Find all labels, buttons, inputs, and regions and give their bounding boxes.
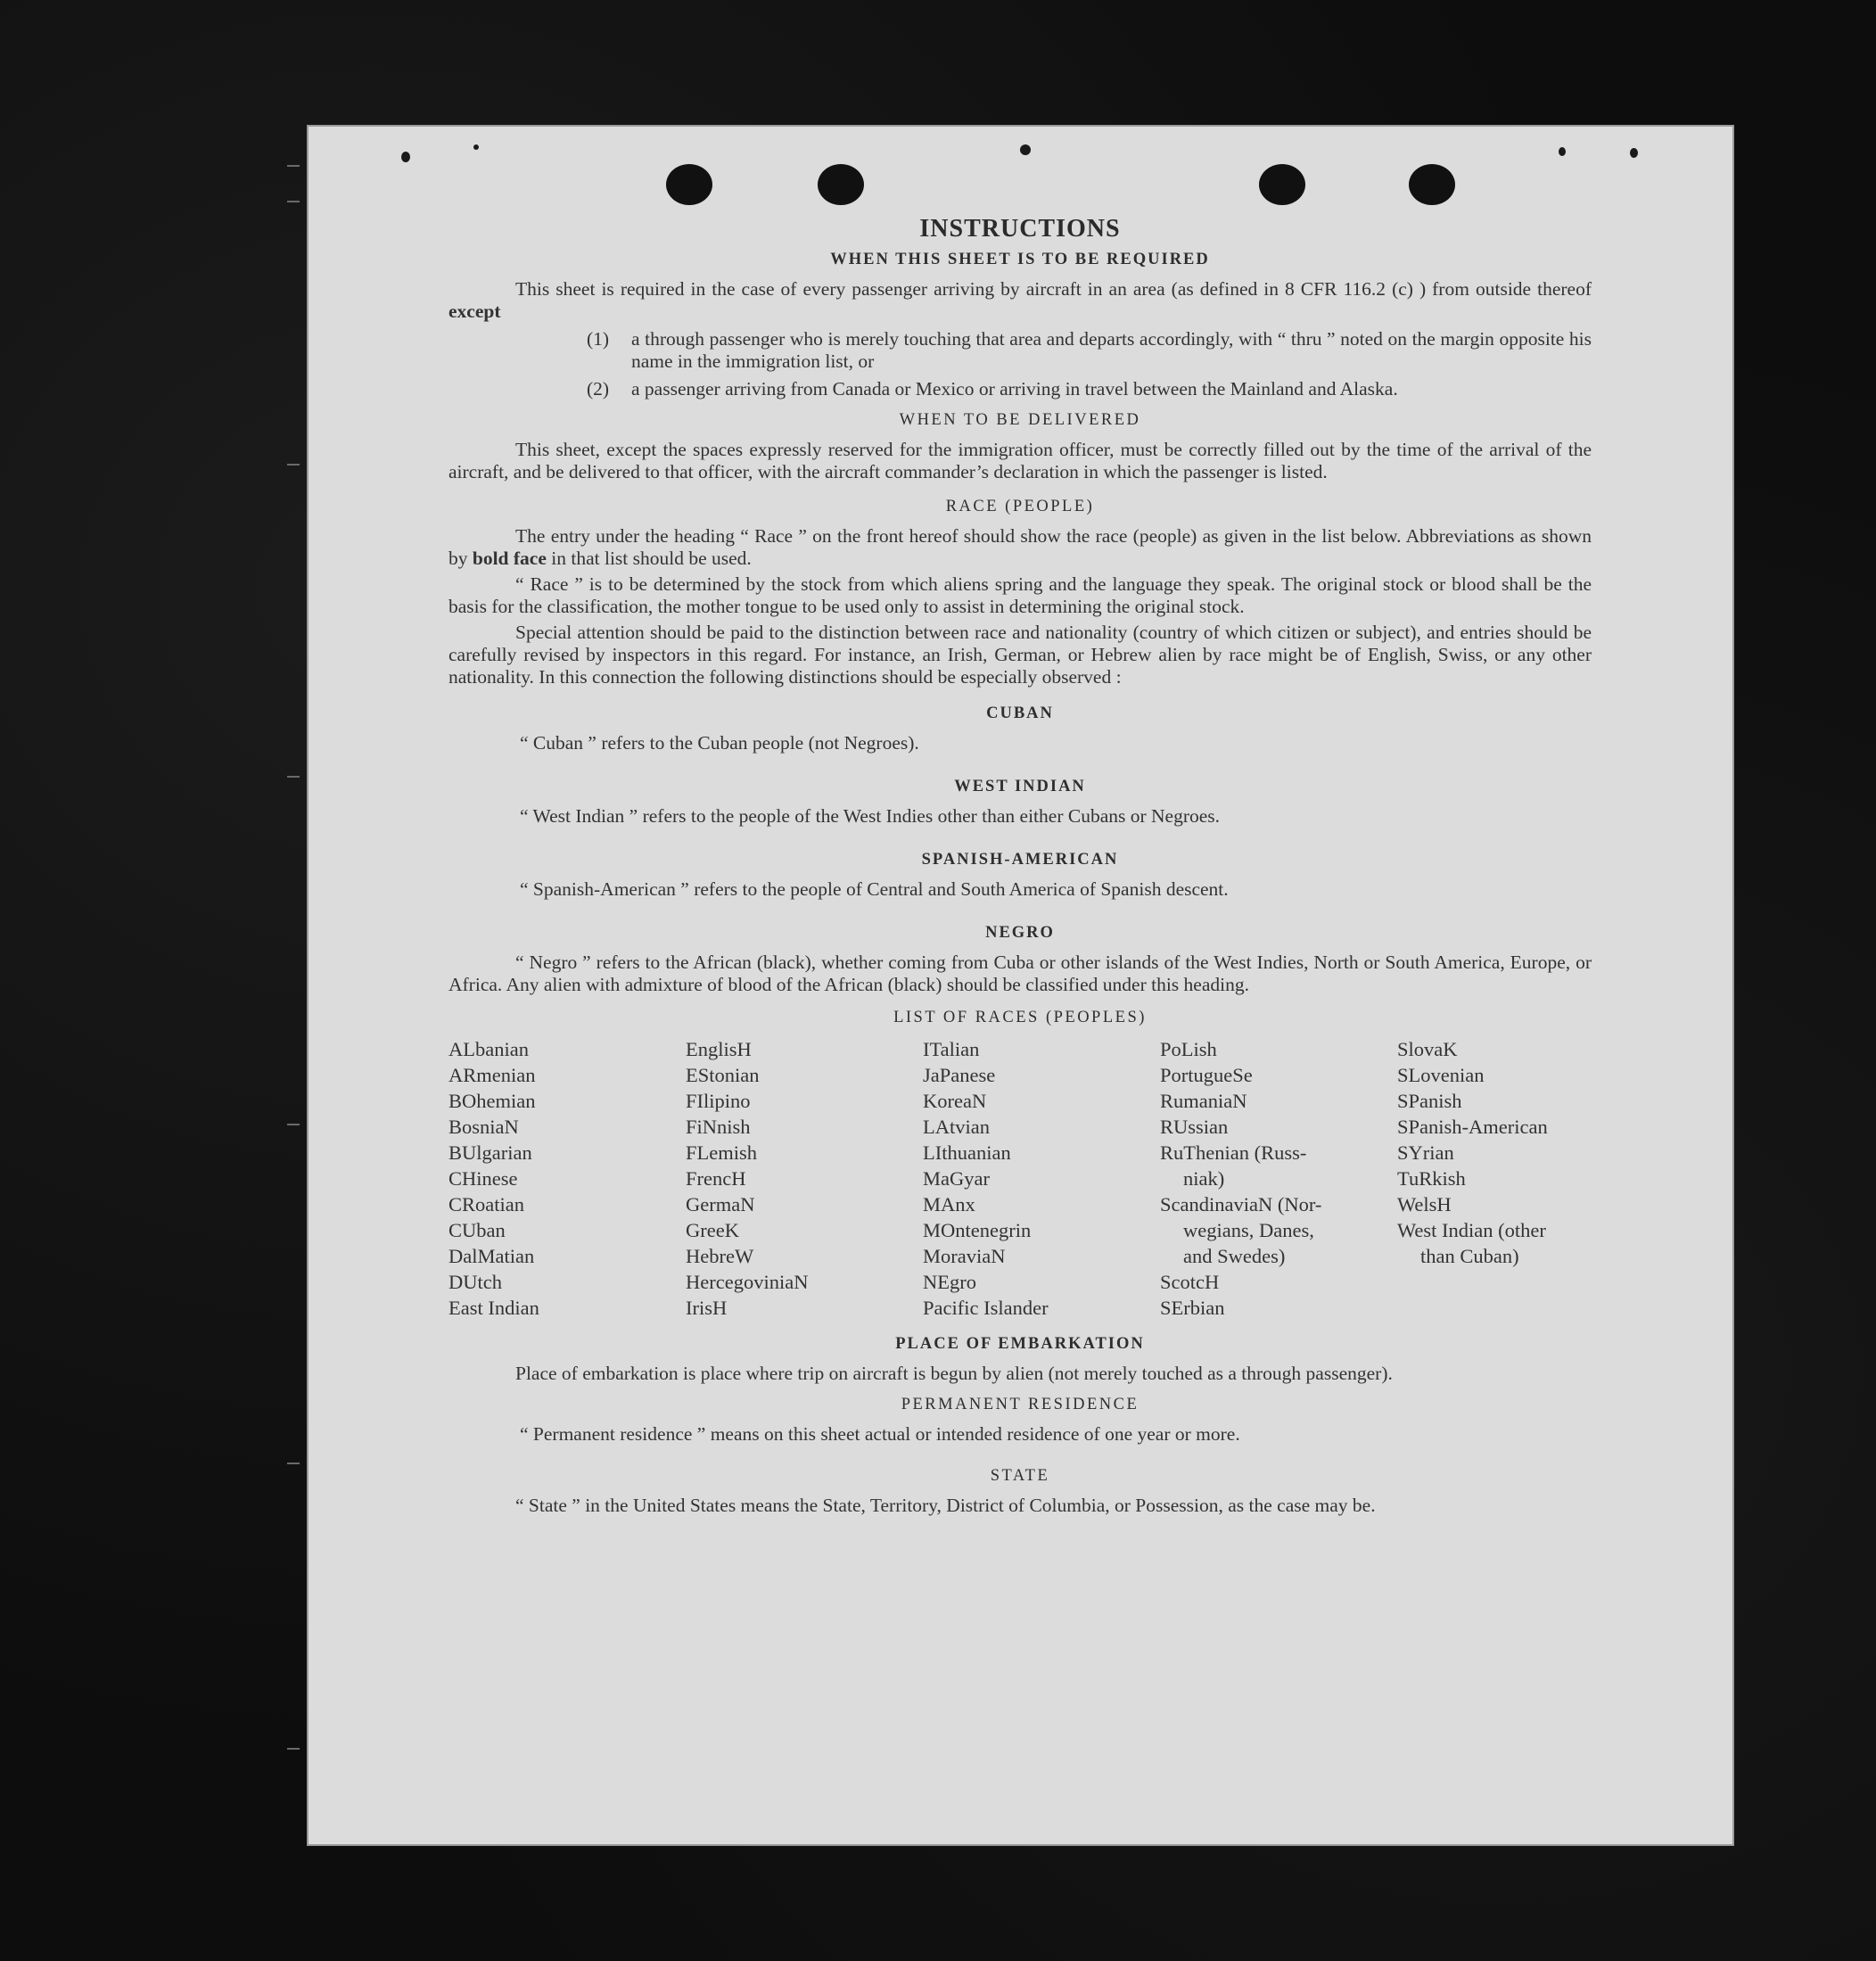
exception-item: [587, 328, 1592, 373]
speck: [473, 144, 479, 150]
west-indian-text: “ West Indian ” refers to the people of the West Indies other than either Cubans or Negroes.: [520, 805, 1221, 827]
punch-hole: [1259, 164, 1305, 205]
section-heading-negro: NEGRO: [985, 924, 1055, 942]
race-entry-continued: than Cuban): [1420, 1245, 1519, 1267]
instructions-content: [448, 215, 1592, 1517]
race-entry: FIlipino: [686, 1090, 751, 1112]
race-entry: DalMatian: [448, 1245, 535, 1267]
section-heading-race: RACE (PEOPLE): [945, 498, 1095, 515]
speck: [1020, 144, 1031, 155]
race-paragraph-3: Special attention should be paid to the distinction between race and nationality (country of which citizen or subject), and entries should be carefully revised by inspectors in this regard. For instance, an Irish, German, or Hebrew alien by race might be of English, Swiss, or any other nationality. In this connection the following distinctions should be especially observed :: [448, 622, 1592, 688]
races-column: [1397, 1036, 1592, 1321]
negro-text: “ Negro ” refers to the African (black), whether coming from Cuba or other islands of the West Indies, North or South America, Europe, or Africa. Any alien with admixture of blood of the African (black) should be classified under this heading.: [448, 952, 1592, 995]
edge-mark: [287, 776, 300, 778]
race-entry: East Indian: [448, 1297, 539, 1319]
race-entry: IrisH: [686, 1297, 728, 1319]
race-paragraph-2: “ Race ” is to be determined by the stock from which aliens spring and the language they speak. The original stock or blood shall be the basis for the classification, the mother tongue to be used only to assist in determining the original stock.: [448, 573, 1592, 617]
race-p1-bold: bold face: [472, 548, 547, 569]
state-text: “ State ” in the United States means the State, Territory, District of Columbia, or Possession, as the case may be.: [515, 1495, 1376, 1516]
race-p1-end: in that list should be used.: [546, 548, 752, 569]
section-heading-cuban: CUBAN: [986, 704, 1054, 722]
race-entry: WelsH: [1397, 1193, 1452, 1215]
race-entry: West Indian (other: [1397, 1219, 1546, 1241]
residence-text: “ Permanent residence ” means on this sheet actual or intended residence of one year or more.: [520, 1423, 1240, 1445]
document-sheet: [307, 125, 1734, 1846]
race-entry: GermaN: [686, 1193, 755, 1215]
race-entry: JaPanese: [923, 1064, 996, 1086]
race-entry: SErbian: [1160, 1297, 1225, 1319]
edge-mark: [287, 165, 300, 167]
race-entry: NEgro: [923, 1271, 976, 1293]
required-intro-text: This sheet is required in the case of every passenger arriving by aircraft in an area (as defined in 8 CFR 116.2 (c) ) from outside thereof: [515, 278, 1592, 300]
speck: [401, 152, 410, 162]
race-entry: PortugueSe: [1160, 1064, 1253, 1086]
race-entry: BosniaN: [448, 1116, 519, 1138]
race-entry: SYrian: [1397, 1141, 1454, 1164]
race-entry-continued: wegians, Danes,: [1183, 1219, 1314, 1241]
race-paragraph-1: [448, 525, 1592, 570]
race-entry: SLovenian: [1397, 1064, 1485, 1086]
race-entry: RuThenian (Russ-: [1160, 1141, 1307, 1164]
races-column: [923, 1036, 1160, 1321]
race-entry: MoraviaN: [923, 1245, 1006, 1267]
race-entry: PoLish: [1160, 1038, 1217, 1060]
required-intro: [448, 278, 1592, 323]
exception-number: (1): [587, 328, 610, 350]
speck: [1559, 147, 1566, 156]
edge-mark: [287, 1748, 300, 1750]
races-list: [448, 1036, 1592, 1321]
punch-hole: [1409, 164, 1455, 205]
race-entry: MAnx: [923, 1193, 975, 1215]
race-entry: CHinese: [448, 1167, 518, 1190]
section-heading-required: WHEN THIS SHEET IS TO BE REQUIRED: [830, 251, 1210, 268]
race-entry: SPanish-American: [1397, 1116, 1548, 1138]
race-entry: EStonian: [686, 1064, 760, 1086]
punch-hole: [818, 164, 864, 205]
edge-mark: [287, 1463, 300, 1464]
race-entry: RUssian: [1160, 1116, 1229, 1138]
race-entry: HebreW: [686, 1245, 754, 1267]
race-entry: MOntenegrin: [923, 1219, 1032, 1241]
race-entry: GreeK: [686, 1219, 739, 1241]
section-heading-embarkation: PLACE OF EMBARKATION: [895, 1335, 1145, 1353]
race-p1-text: The entry under the heading “ Race ” on the front hereof should show the race (people) as given in the list below. Abbreviations as shown by: [448, 525, 1592, 569]
race-entry: BUlgarian: [448, 1141, 532, 1164]
exception-text: a passenger arriving from Canada or Mexico or arriving in travel between the Mainland and Alaska.: [631, 378, 1398, 400]
section-heading-state: STATE: [990, 1467, 1050, 1485]
section-heading-list: LIST OF RACES (PEOPLES): [893, 1009, 1147, 1026]
race-entry: BOhemian: [448, 1090, 536, 1112]
race-entry: HercegoviniaN: [686, 1271, 809, 1293]
race-entry: MaGyar: [923, 1167, 990, 1190]
race-entry: FiNnish: [686, 1116, 751, 1138]
race-entry: ScotcH: [1160, 1271, 1220, 1293]
races-column: [686, 1036, 923, 1321]
race-entry-continued: niak): [1183, 1167, 1225, 1190]
race-entry: TuRkish: [1397, 1167, 1466, 1190]
edge-mark: [287, 1124, 300, 1125]
edge-mark: [287, 464, 300, 466]
races-column: [1160, 1036, 1397, 1321]
section-heading-delivered: WHEN TO BE DELIVERED: [899, 411, 1141, 429]
section-heading-spanish-american: SPANISH-AMERICAN: [921, 851, 1119, 869]
race-entry: CUban: [448, 1219, 506, 1241]
race-entry: FrencH: [686, 1167, 746, 1190]
embarkation-text: Place of embarkation is place where trip on aircraft is begun by alien (not merely touched as a through passenger).: [515, 1363, 1393, 1384]
race-entry: CRoatian: [448, 1193, 524, 1215]
race-entry: Pacific Islander: [923, 1297, 1049, 1319]
race-entry: KoreaN: [923, 1090, 987, 1112]
edge-mark: [287, 201, 300, 202]
race-entry-continued: and Swedes): [1183, 1245, 1286, 1267]
race-entry: ARmenian: [448, 1064, 536, 1086]
race-entry: ScandinaviaN (Nor-: [1160, 1193, 1322, 1215]
race-entry: EnglisH: [686, 1038, 752, 1060]
race-entry: DUtch: [448, 1271, 502, 1293]
race-entry: ITalian: [923, 1038, 980, 1060]
races-column: [448, 1036, 686, 1321]
race-entry: LIthuanian: [923, 1141, 1011, 1164]
required-intro-except: except: [448, 301, 501, 322]
page-title: INSTRUCTIONS: [919, 215, 1121, 243]
race-entry: FLemish: [686, 1141, 758, 1164]
cuban-text: “ Cuban ” refers to the Cuban people (not Negroes).: [520, 732, 919, 754]
race-entry: LAtvian: [923, 1116, 990, 1138]
spanish-american-text: “ Spanish-American ” refers to the people of Central and South America of Spanish descent.: [520, 878, 1229, 900]
section-heading-residence: PERMANENT RESIDENCE: [901, 1396, 1140, 1413]
race-entry: SlovaK: [1397, 1038, 1458, 1060]
exception-text: a through passenger who is merely touching that area and departs accordingly, with “ thru ” noted on the margin opposite his name in the immigration list, or: [631, 328, 1592, 372]
section-heading-west-indian: WEST INDIAN: [954, 778, 1086, 795]
exception-item: [587, 378, 1592, 400]
exception-number: (2): [587, 378, 610, 400]
punch-hole: [666, 164, 712, 205]
race-entry: RumaniaN: [1160, 1090, 1247, 1112]
race-entry: SPanish: [1397, 1090, 1462, 1112]
race-entry: ALbanian: [448, 1038, 529, 1060]
delivered-text: This sheet, except the spaces expressly reserved for the immigration officer, must be correctly filled out by the time of the arrival of the aircraft, and be delivered to that officer, with the aircraft commander’s declaration in which the passenger is listed.: [448, 439, 1592, 482]
speck: [1630, 148, 1638, 158]
